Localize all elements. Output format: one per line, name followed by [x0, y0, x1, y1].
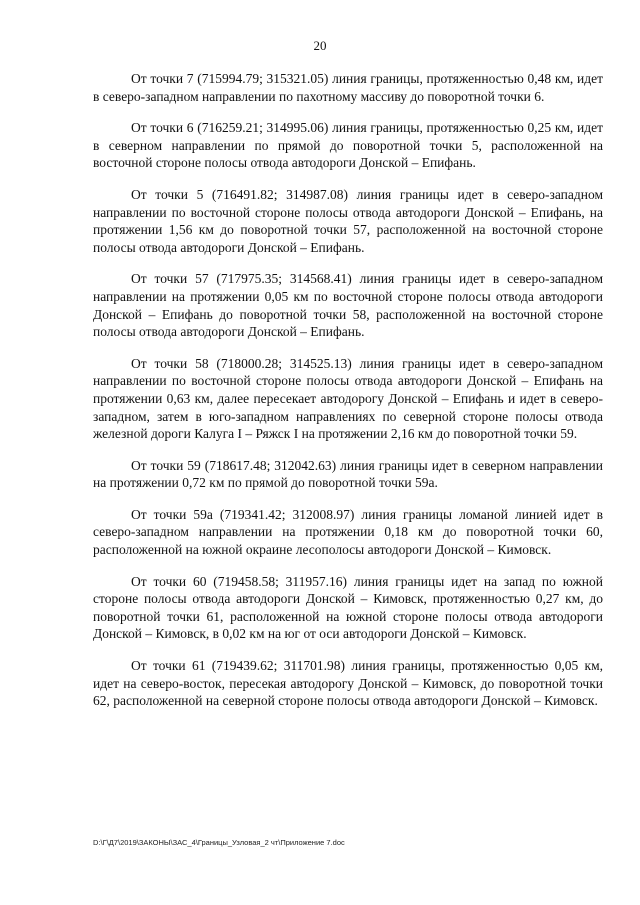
- document-body: [93, 70, 603, 710]
- file-path-footer: D:\Г\Д7\2019\ЗАКОНЫ\ЗАС_4\Границы_Узловая_2 чт\Приложение 7.doc: [93, 838, 345, 847]
- paragraph: От точки 5 (716491.82; 314987.08) линия границы идет в северо-западном направлении по восточной стороне полосы отвода автодороги Донской – Епифань, на протяжении 1,56 км до поворотной точки 57, расположенной на восточной стороне полосы отвода автодороги Донской – Епифань.: [93, 186, 603, 255]
- paragraph: От точки 57 (717975.35; 314568.41) линия границы идет в северо-западном направлении на протяжении 0,05 км по восточной стороне полосы отвода автодороги Донской – Епифань до поворотной точки 58, расположенной на восточной стороне полосы отвода автодороги Донской – Епифань.: [93, 271, 603, 340]
- paragraph: От точки 59 (718617.48; 312042.63) линия границы идет в северном направлении на протяжении 0,72 км по прямой до поворотной точки 59а.: [93, 457, 603, 491]
- paragraph: От точки 61 (719439.62; 311701.98) линия границы, протяженностью 0,05 км, идет на северо-восток, пересекая автодорогу Донской – Кимовск, до поворотной точки 62, расположенной на северной стороне полосы отвода автодороги Донской – Кимовск.: [93, 658, 603, 709]
- paragraph: От точки 7 (715994.79; 315321.05) линия границы, протяженностью 0,48 км, идет в северо-западном направлении по пахотному массиву до поворотной точки 6.: [93, 71, 603, 104]
- paragraph: От точки 58 (718000.28; 314525.13) линия границы идет в северо-западном направлении по восточной стороне полосы отвода автодороги Донской – Епифань на протяжении 0,63 км, далее пересекает автодорогу Донской – Епифань и идет в северо-западном, затем в юго-западном направлениях по северной стороне полосы отвода железной дороги Калуга I – Ряжск I на протяжении 2,16 км до поворотной точки 59.: [93, 355, 603, 442]
- paragraph: От точки 59а (719341.42; 312008.97) линия границы ломаной линией идет в северо-западном направлении на протяжении 0,18 км до поворотной точки 60, расположенной на южной окраине лесополосы автодороги Донской – Кимовск.: [93, 506, 603, 558]
- paragraph: От точки 60 (719458.58; 311957.16) линия границы идет на запад по южной стороне полосы отвода автодороги Донской – Кимовск, протяженностью 0,27 км, до поворотной точки 61, расположенной на южной стороне полосы отвода автодороги Донской – Кимовск, в 0,02 км на юг от оси автодороги Донской – Кимовск.: [93, 573, 603, 642]
- page-number: 20: [313, 38, 327, 53]
- paragraph: От точки 6 (716259.21; 314995.06) линия границы, протяженностью 0,25 км, идет в северном направлении по прямой до поворотной точки 5, расположенной на восточной стороне полосы отвода автодороги Донской – Епифань.: [93, 120, 603, 171]
